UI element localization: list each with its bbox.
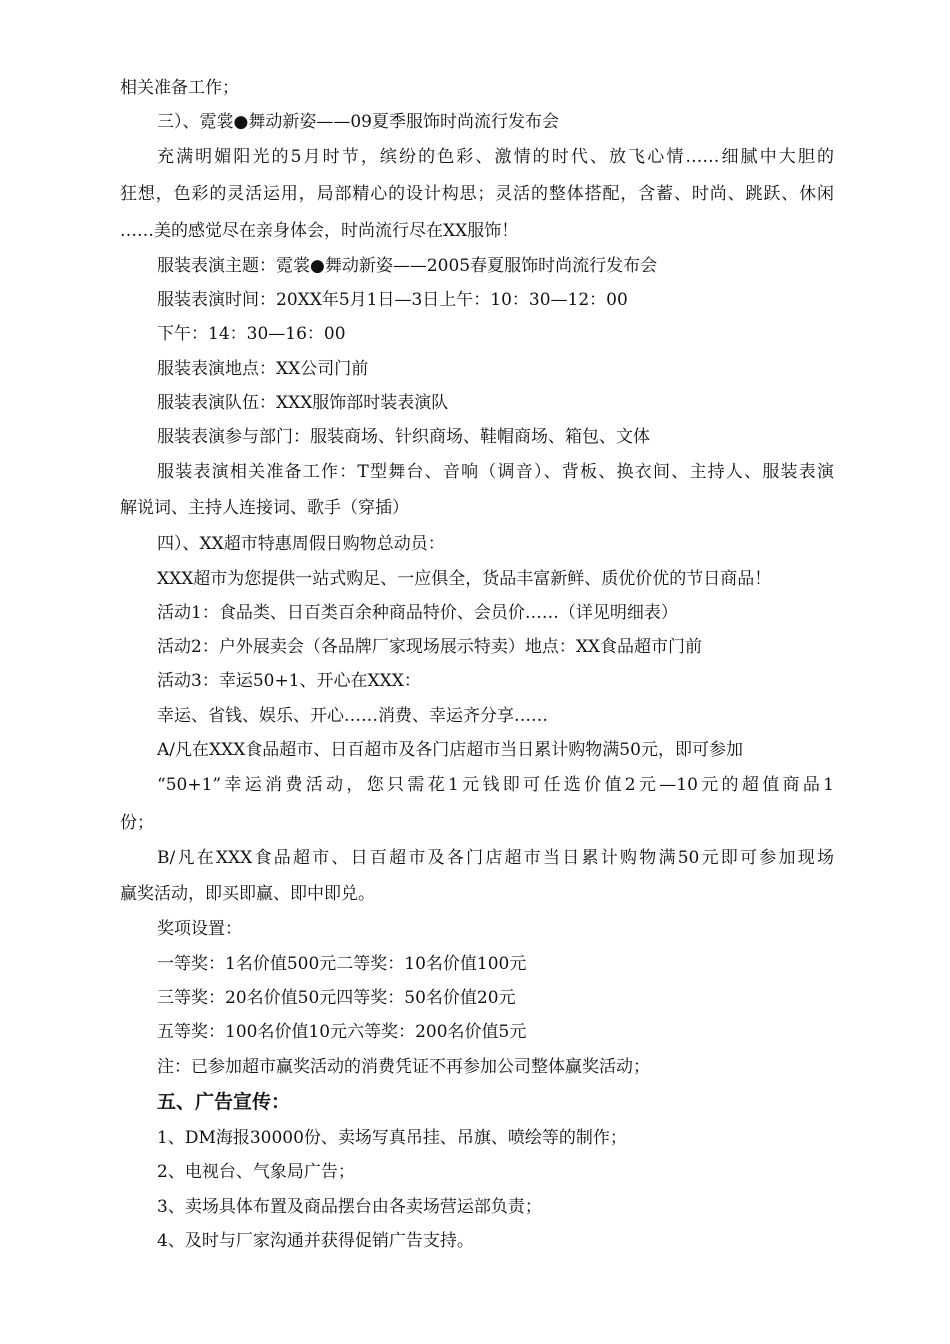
text-line: 服装表演参与部门：服装商场、针织商场、鞋帽商场、箱包、文体 <box>157 427 650 447</box>
prize-line: 三等奖：20名价值50元四等奖：50名价值20元 <box>157 988 516 1008</box>
text-line: 活动3：幸运50+1、开心在XXX： <box>157 671 421 691</box>
prize-line: 五等奖：100名价值10元六等奖：200名价值5元 <box>157 1022 527 1042</box>
text-line: 份； <box>120 813 154 833</box>
text-line: 服装表演相关准备工作：T型舞台、音响（调音）、背板、换衣间、主持人、服装表演 <box>157 462 834 482</box>
text-line: 服装表演主题：霓裳●舞动新姿——2005春夏服饰时尚流行发布会 <box>157 256 658 276</box>
text-line: 奖项设置： <box>157 919 242 939</box>
section-five-heading: 五、广告宣传： <box>157 1091 291 1113</box>
section-three-title: 三）、霓裳●舞动新姿——09夏季服饰时尚流行发布会 <box>157 112 559 132</box>
section-four-title: 四）、XX超市特惠周假日购物总动员： <box>157 534 445 554</box>
text-line: 下午：14：30—16：00 <box>157 324 346 344</box>
text-line: “50+1”幸运消费活动，您只需花1元钱即可任选价值2元—10元的超值商品1 <box>157 775 834 795</box>
list-item: 1、DM海报30000份、卖场写真吊挂、吊旗、喷绘等的制作； <box>157 1128 627 1148</box>
text-line: XXX超市为您提供一站式购足、一应俱全，货品丰富新鲜、质优价优的节日商品！ <box>157 569 772 589</box>
text-line: 相关准备工作； <box>120 78 239 98</box>
text-line: 服装表演队伍：XXX服饰部时装表演队 <box>157 393 449 413</box>
text-line: 狂想，色彩的灵活运用，局部精心的设计构思；灵活的整体搭配，含蓄、时尚、跳跃、休闲 <box>120 184 834 204</box>
text-line: 充满明媚阳光的5月时节，缤纷的色彩、激情的时代、放飞心情……细腻中大胆的 <box>157 147 834 167</box>
list-item: 4、及时与厂家沟通并获得促销广告支持。 <box>157 1231 474 1251</box>
text-line: 幸运、省钱、娱乐、开心……消费、幸运齐分享…… <box>157 706 548 726</box>
text-line: 服装表演地点：XX公司门前 <box>157 359 369 379</box>
text-line: 解说词、主持人连接词、歌手（穿插） <box>120 498 409 518</box>
text-line: 活动2：户外展卖会（各品牌厂家现场展示特卖）地点：XX食品超市门前 <box>157 637 703 657</box>
prize-line: 一等奖：1名价值500元二等奖：10名价值100元 <box>157 954 527 974</box>
text-line: A/凡在XXX食品超市、日百超市及各门店超市当日累计购物满50元，即可参加 <box>157 740 743 760</box>
text-line: 服装表演时间：20XX年5月1日—3日上午：10：30—12：00 <box>157 290 628 310</box>
text-line: 活动1：食品类、日百类百余种商品特价、会员价……（详见明细表） <box>157 603 678 623</box>
list-item: 2、电视台、气象局广告； <box>157 1162 355 1182</box>
text-line: 赢奖活动，即买即赢、即中即兑。 <box>120 884 375 904</box>
text-line: B/凡在XXX食品超市、日百超市及各门店超市当日累计购物满50元即可参加现场 <box>157 848 834 868</box>
note-line: 注：已参加超市赢奖活动的消费凭证不再参加公司整体赢奖活动； <box>157 1057 650 1077</box>
text-line: ……美的感觉尽在亲身体会，时尚流行尽在XX服饰！ <box>120 221 519 241</box>
list-item: 3、卖场具体布置及商品摆台由各卖场营运部负责； <box>157 1197 542 1217</box>
